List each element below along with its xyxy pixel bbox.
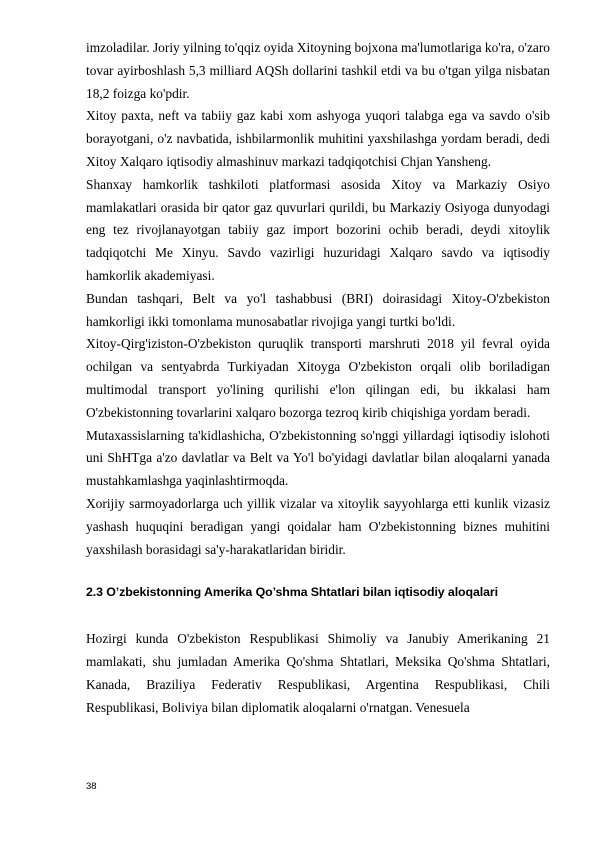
paragraph-economic-reform: Mutaxassislarning ta'kidlashicha, O'zbekistonning so'nggi yillardagi iqtisodiy islohoti uni ShHTga a'zo davlatlar va Belt va Yo'l bo'yidagi davlatlar bilan aloqalarni yanada mustahkamlashga yaqinlashtirmoqda.	[86, 427, 550, 489]
paragraph-bri-cooperation: Bundan tashqari, Belt va yo'l tashabbusi (BRI) doirasidagi Xitoy-O'zbekiston hamkorligi ikki tomonlama munosabatlar rivojiga yangi turtki bo'ldi.	[86, 290, 550, 329]
page-body	[86, 37, 550, 719]
paragraph-visa-rules: Xorijiy sarmoyadorlarga uch yillik vizalar va xitoylik sayyohlarga etti kunlik vizasiz yashash huquqini beradigan yangi qoidalar ham O'zbekistonning biznes muhitini yaxshilash borasidagi sa'y-harakatlaridan biridir.	[86, 495, 550, 557]
paragraph-gas-pipelines: Shanxay hamkorlik tashkiloti platformasi asosida Xitoy va Markaziy Osiyo mamlakatlari orasida bir qator gaz quvurlari qurildi, bu Markaziy Osiyoga dunyodagi eng tez rivojlanayotgan tabiiy gaz import bozorini ochib beradi, deydi xitoylik tadqiqotchi Me Xinyu. Savdo vazirligi huzuridagi Xalqaro savdo va iqtisodiy hamkorlik akademiyasi.	[86, 176, 550, 283]
paragraph-raw-materials: Xitoy paxta, neft va tabiiy gaz kabi xom ashyoga yuqori talabga ega va savdo o'sib borayotgani, o'z navbatida, ishbilarmonlik muhitini yaxshilashga yordam beradi, dedi Xitoy Xalqaro iqtisodiy almashinuv markazi tadqiqotchisi Chjan Yansheng.	[86, 108, 550, 169]
section-heading: 2.3 O’zbekistonning Amerika Qo’shma Shtatlari bilan iqtisodiy aloqalari	[86, 585, 498, 600]
paragraph-americas-relations: Hozirgi kunda O'zbekiston Respublikasi Shimoliy va Janubiy Amerikaning 21 mamlakati, shu jumladan Amerika Qo'shma Shtatlari, Meksika Qo'shma Shtatlari, Kanada, Braziliya Federativ Respublikasi, Argentina Respublikasi, Chili Respublikasi, Boliviya bilan diplomatik aloqalarni o'rnatgan. Venesuela	[86, 631, 550, 715]
page-number: 38	[86, 781, 97, 792]
paragraph-trade-volume: imzoladilar. Joriy yilning to'qqiz oyida Xitoyning bojxona ma'lumotlariga ko'ra, o'zaro tovar ayirboshlash 5,3 milliard AQSh dollarini tashkil etdi va bu o'tgan yilga nisbatan 18,2 foizga ko'pdir.	[86, 40, 550, 101]
paragraph-transport-route: Xitoy-Qirg'iziston-O'zbekiston quruqlik transporti marshruti 2018 yil fevral oyida ochilgan va sentyabrda Turkiyadan Xitoyga O'zbekiston orqali olib boriladigan multimodal transport yo'lining qurilishi e'lon qilingan edi, bu ikkalasi ham O'zbekistonning tovarlarini xalqaro bozorga tezroq kirib chiqishiga yordam beradi.	[86, 336, 550, 420]
